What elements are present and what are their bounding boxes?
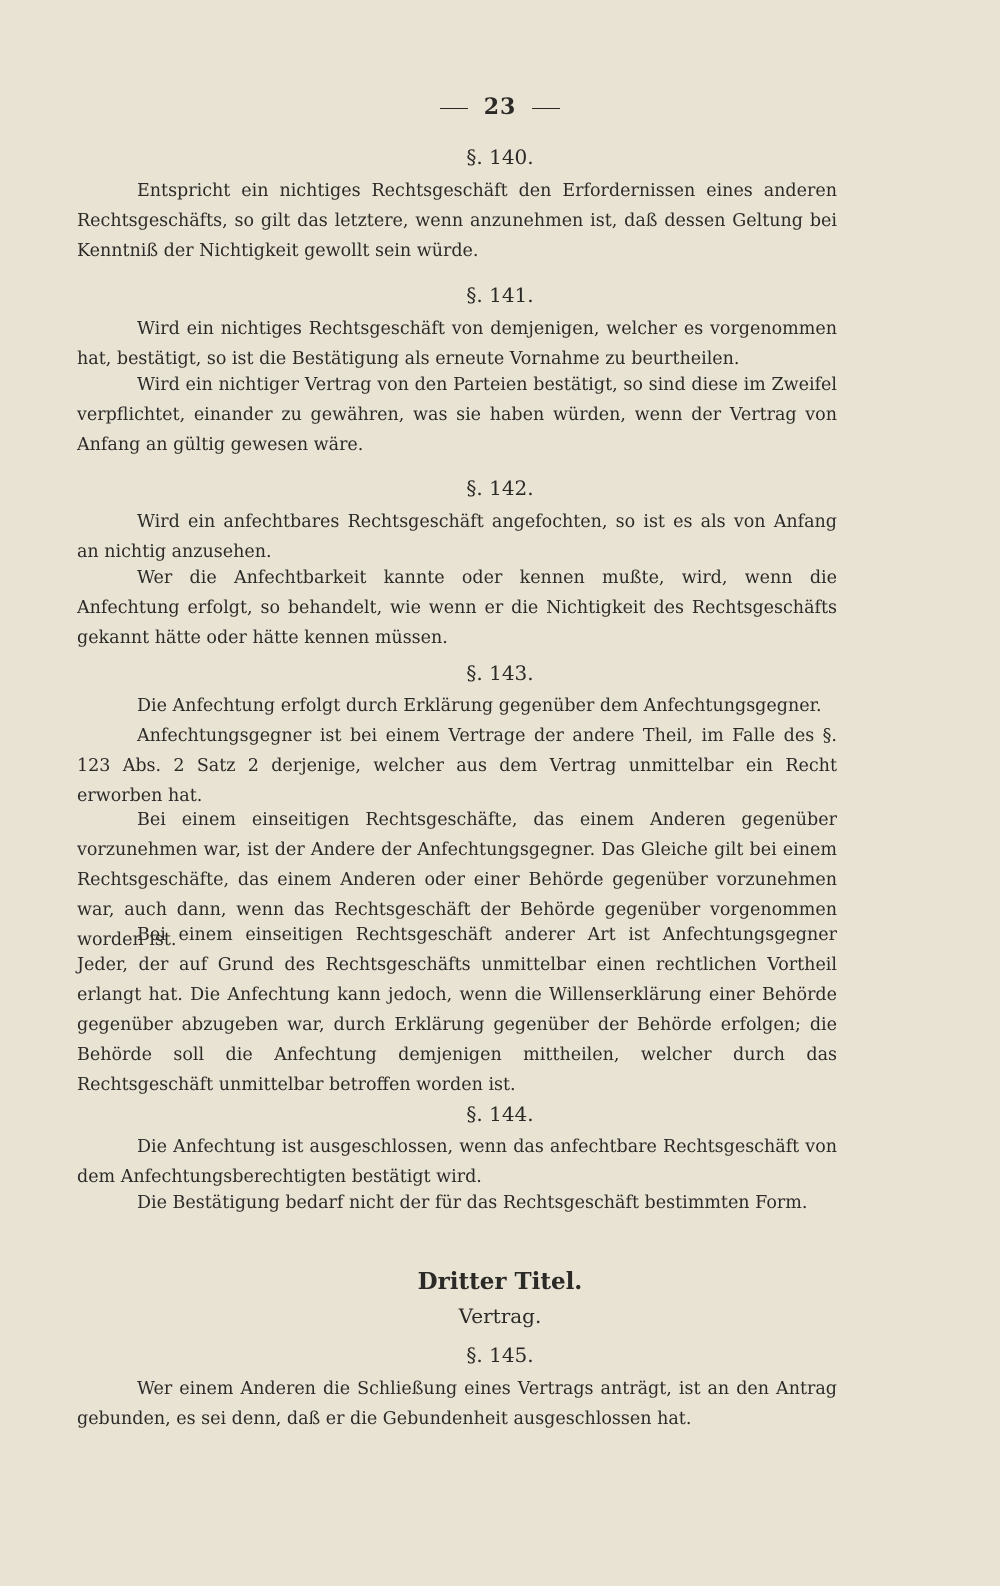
page-number xyxy=(0,94,1000,120)
section-heading-143: §. 143. xyxy=(466,661,534,685)
dash-right xyxy=(532,108,560,109)
paragraph-142-1: Wird ein anfechtbares Rechtsgeschäft angefochten, so ist es als von Anfang an nichtig anzusehen. xyxy=(77,512,837,562)
paragraph-143-2: Anfechtungsgegner ist bei einem Vertrage der andere Theil, im Falle des §. 123 Abs. 2 Satz 2 derjenige, welcher aus dem Vertrag unmittelbar ein Recht erworben hat. xyxy=(77,726,837,806)
paragraph-142-2: Wer die Anfechtbarkeit kannte oder kennen mußte, wird, wenn die Anfechtung erfolgt, so behandelt, wie wenn er die Nichtigkeit des Rechtsgeschäfts gekannt hätte oder hätte kennen müssen. xyxy=(77,568,837,648)
chapter-subtitle: Vertrag. xyxy=(458,1304,542,1328)
paragraph-144-1: Die Anfechtung ist ausgeschlossen, wenn das anfechtbare Rechtsgeschäft von dem Anfechtungsberechtigten bestätigt wird. xyxy=(77,1137,837,1187)
paragraph-143-3: Bei einem einseitigen Rechtsgeschäfte, das einem Anderen gegenüber vorzunehmen war, ist der Andere der Anfechtungsgegner. Das Gleiche gilt bei einem Rechtsgeschäfte, das einem Anderen oder einer Behörde gegenüber vorzunehmen war, auch dann, wenn das Rechtsgeschäft der Behörde gegenüber vorgenommen worden ist. xyxy=(77,810,837,950)
page-number-text: 23 xyxy=(483,94,517,120)
paragraph-140-1: Entspricht ein nichtiges Rechtsgeschäft den Erfordernissen eines anderen Rechtsgeschäfts, so gilt das letztere, wenn anzunehmen ist, daß dessen Geltung bei Kenntniß der Nichtigkeit gewollt sein würde. xyxy=(77,181,837,261)
paragraph-144-2: Die Bestätigung bedarf nicht der für das Rechtsgeschäft bestimmten Form. xyxy=(137,1193,808,1213)
section-heading-140: §. 140. xyxy=(466,145,534,169)
paragraph-145-1: Wer einem Anderen die Schließung eines Vertrags anträgt, ist an den Antrag gebunden, es sei denn, daß er die Gebundenheit ausgeschlossen hat. xyxy=(77,1379,837,1429)
paragraph-141-2: Wird ein nichtiger Vertrag von den Parteien bestätigt, so sind diese im Zweifel verpflichtet, einander zu gewähren, was sie haben würden, wenn der Vertrag von Anfang an gültig gewesen wäre. xyxy=(77,375,837,455)
section-heading-141: §. 141. xyxy=(466,283,534,307)
paragraph-143-4: Bei einem einseitigen Rechtsgeschäft anderer Art ist Anfechtungsgegner Jeder, der auf Grund des Rechtsgeschäfts unmittelbar einen rechtlichen Vortheil erlangt hat. Die Anfechtung kann jedoch, wenn die Willenserklärung einer Behörde gegenüber abzugeben war, durch Erklärung gegenüber der Behörde erfolgen; die Behörde soll die Anfechtung demjenigen mittheilen, welcher durch das Rechtsgeschäft unmittelbar betroffen worden ist. xyxy=(77,925,837,1095)
paragraph-141-1: Wird ein nichtiges Rechtsgeschäft von demjenigen, welcher es vorgenommen hat, bestätigt, so ist die Bestätigung als erneute Vornahme zu beurtheilen. xyxy=(77,319,837,369)
section-heading-145: §. 145. xyxy=(466,1343,534,1367)
dash-left xyxy=(440,108,468,109)
section-heading-142: §. 142. xyxy=(466,476,534,500)
chapter-title: Dritter Titel. xyxy=(417,1268,583,1295)
section-heading-144: §. 144. xyxy=(466,1102,534,1126)
paragraph-143-1: Die Anfechtung erfolgt durch Erklärung gegenüber dem Anfechtungsgegner. xyxy=(137,696,822,716)
